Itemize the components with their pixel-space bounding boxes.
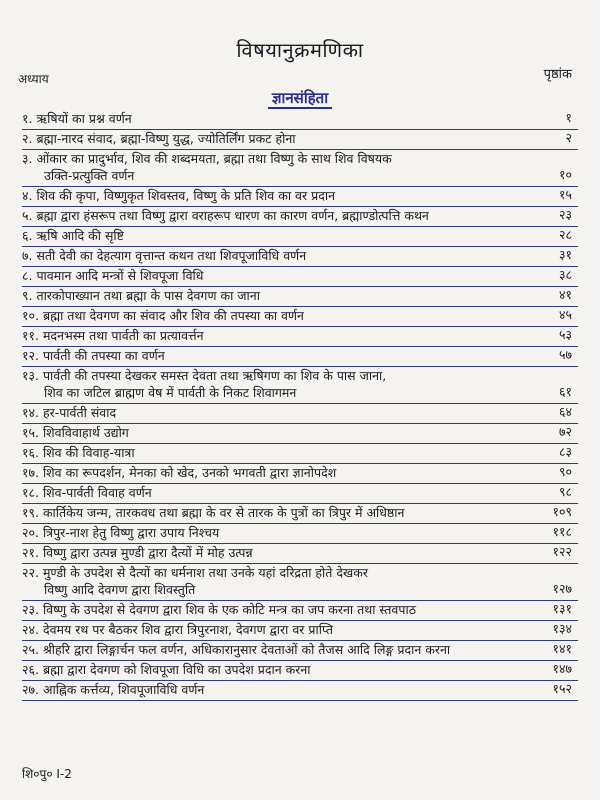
toc-entry: [22, 267, 578, 287]
toc-entry-page-number: २८: [558, 227, 572, 242]
toc-entry-text: [22, 247, 578, 266]
toc-entry-title-continued: शिव का जटिल ब्राह्मण वेष में पार्वती के निकट शिवागमन: [44, 385, 297, 400]
toc-entry-text: [22, 621, 578, 640]
toc-entry-page-number: ११८: [552, 524, 572, 539]
toc-entry-title-continued: उक्ति-प्रत्युक्ति वर्णन: [44, 168, 135, 183]
toc-entry-title: १२. पार्वती की तपस्या का वर्णन: [22, 348, 165, 363]
toc-entry-page-number: १४७: [552, 661, 572, 676]
toc-entry-title: १३. पार्वती की तपस्या देखकर समस्त देवता तथा ऋषिगण का शिव के पास जाना,: [22, 368, 387, 383]
toc-entry-page-number: ४५: [558, 307, 572, 322]
toc-entry-page-number: ८३: [558, 444, 572, 459]
toc-entry-page-number: १२२: [552, 544, 572, 559]
toc-entry: [22, 601, 578, 621]
toc-entry: [22, 564, 578, 601]
toc-entry-page-number: २: [565, 130, 572, 145]
toc-entry-title: २४. देवमय रथ पर बैठकर शिव द्वारा त्रिपुरनाश, देवगण द्वारा वर प्राप्ति: [22, 622, 333, 637]
toc-entry: [22, 367, 578, 404]
toc-entry-text: [22, 661, 578, 680]
toc-entry: [22, 287, 578, 307]
toc-entry-text: [22, 287, 578, 306]
toc-entry-text: [22, 424, 578, 443]
toc-entry: [22, 484, 578, 504]
column-header-chapter: अध्याय: [18, 72, 49, 86]
toc-entry: [22, 641, 578, 661]
toc-entry: [22, 347, 578, 367]
toc-entry-title: १५. शिवविवाहार्थ उद्योग: [22, 425, 129, 440]
toc-entry-title: २७. आह्निक कर्त्तव्य, शिवपूजाविधि वर्णन: [22, 682, 205, 697]
toc-entry-title: १८. शिव-पार्वती विवाह वर्णन: [22, 485, 152, 500]
toc-entry-text: [22, 601, 578, 620]
page-title: विषयानुक्रमणिका: [236, 38, 364, 62]
toc-entry-title: २. ब्रह्मा-नारद संवाद, ब्रह्मा-विष्णु युद्ध, ज्योतिर्लिंग प्रकट होना: [22, 131, 296, 146]
toc-entry-title: ३. ओंकार का प्रादुर्भाव, शिव की शब्दमयता, ब्रह्मा तथा विष्णु के साथ शिव विषयक: [22, 151, 392, 166]
toc-entry-text: [22, 227, 578, 246]
toc-entry-title: २६. ब्रह्मा द्वारा देवगण को शिवपूजा विधि का उपदेश प्रदान करना: [22, 662, 311, 677]
toc-entry-page-number: ६४: [558, 404, 572, 419]
toc-entry-page-number: ३८: [558, 267, 572, 282]
toc-entry-text: [22, 564, 578, 600]
column-header-page: पृष्ठांक: [543, 67, 572, 82]
toc-entry-text: [22, 464, 578, 483]
table-of-contents: [22, 110, 578, 701]
toc-entry-text: [22, 267, 578, 286]
toc-entry: [22, 444, 578, 464]
toc-entry-title: ८. पावमान आदि मन्त्रों से शिवपूजा विधि: [22, 268, 204, 283]
toc-entry-text: [22, 207, 578, 226]
toc-entry: [22, 207, 578, 227]
toc-entry-text: [22, 641, 578, 660]
toc-entry-page-number: १०: [558, 167, 572, 182]
toc-entry-title: २१. विष्णु द्वारा उत्पन्न मुण्डी द्वारा दैत्यों में मोह उत्पन्न: [22, 545, 253, 560]
toc-entry-text: [22, 347, 578, 366]
toc-entry: [22, 187, 578, 207]
toc-entry-page-number: ७२: [558, 424, 572, 439]
toc-entry-text: [22, 187, 578, 206]
toc-entry: [22, 307, 578, 327]
toc-entry-text: [22, 327, 578, 346]
toc-entry-title: ६. ऋषि आदि की सृष्टि: [22, 228, 124, 243]
toc-entry-page-number: ५७: [558, 347, 572, 362]
toc-entry: [22, 621, 578, 641]
toc-entry-text: [22, 150, 578, 186]
toc-entry: [22, 524, 578, 544]
toc-entry-title: ७. सती देवी का देहत्याग वृत्तान्त कथन तथा शिवपूजाविधि वर्णन: [22, 248, 307, 263]
toc-entry: [22, 150, 578, 187]
toc-entry: [22, 544, 578, 564]
toc-entry-text: [22, 130, 578, 149]
toc-entry-text: [22, 444, 578, 463]
toc-entry-title: १०. ब्रह्मा तथा देवगण का संवाद और शिव की तपस्या का वर्णन: [22, 308, 304, 323]
toc-entry: [22, 504, 578, 524]
toc-entry: [22, 464, 578, 484]
toc-entry-page-number: ९०: [558, 464, 572, 479]
toc-entry-page-number: १: [565, 110, 572, 125]
toc-entry-page-number: १५: [558, 187, 572, 202]
toc-entry-title: १७. शिव का रूपदर्शन, मेनका को खेद, उनको भगवती द्वारा ज्ञानोपदेश: [22, 465, 337, 480]
toc-entry-page-number: ४१: [558, 287, 572, 302]
toc-entry: [22, 227, 578, 247]
toc-entry-page-number: १३४: [552, 621, 572, 636]
toc-entry-title: १६. शिव की विवाह-यात्रा: [22, 445, 135, 460]
toc-entry: [22, 404, 578, 424]
toc-entry: [22, 110, 578, 130]
toc-entry-text: [22, 504, 578, 523]
toc-entry-title: १४. हर-पार्वती संवाद: [22, 405, 117, 420]
toc-entry-page-number: ३१: [558, 247, 572, 262]
toc-entry-title: २५. श्रीहरि द्वारा लिङ्गार्चन फल वर्णन, अधिकारानुसार देवताओं को तैजस आदि लिङ्ग प्रदान करना: [22, 642, 451, 657]
toc-entry: [22, 247, 578, 267]
toc-entry-page-number: १०९: [552, 504, 572, 519]
toc-entry: [22, 661, 578, 681]
toc-entry-title: ९. तारकोपाख्यान तथा ब्रह्मा के पास देवगण का जाना: [22, 288, 260, 303]
toc-entry-page-number: १५२: [552, 681, 572, 696]
toc-entry-text: [22, 544, 578, 563]
toc-entry-text: [22, 681, 578, 700]
toc-entry: [22, 424, 578, 444]
toc-entry-text: [22, 524, 578, 543]
toc-entry-title: ५. ब्रह्मा द्वारा हंसरूप तथा विष्णु द्वारा वराहरूप धारण का कारण वर्णन, ब्रह्माण्डोत्पत्ति कथन: [22, 208, 429, 223]
toc-entry-page-number: १४१: [552, 641, 572, 656]
toc-entry-text: [22, 110, 578, 129]
toc-entry-title: २३. विष्णु के उपदेश से देवगण द्वारा शिव के एक कोटि मन्त्र का जप करना तथा स्तवपाठ: [22, 602, 416, 617]
toc-entry-page-number: १२७: [552, 581, 572, 596]
toc-entry-title: ११. मदनभस्म तथा पार्वती का प्रत्यावर्त्तन: [22, 328, 204, 343]
toc-entry-title: ४. शिव की कृपा, विष्णुकृत शिवस्तव, विष्णु के प्रति शिव का वर प्रदान: [22, 188, 336, 203]
toc-entry-title: २२. मुण्डी के उपदेश से दैत्यों का धर्मनाश तथा उनके यहां दरिद्रता होते देखकर: [22, 565, 368, 580]
footer-signature: शि०पु० I-2: [22, 767, 72, 781]
toc-entry-text: [22, 367, 578, 403]
toc-entry-page-number: ५३: [558, 327, 572, 342]
toc-entry-page-number: २३: [558, 207, 572, 222]
section-heading: [0, 88, 600, 108]
toc-entry-page-number: ६१: [558, 384, 572, 399]
toc-entry: [22, 130, 578, 150]
toc-entry-title-continued: विष्णु आदि देवगण द्वारा शिवस्तुति: [44, 582, 196, 597]
toc-entry: [22, 327, 578, 347]
toc-entry-page-number: ९८: [558, 484, 572, 499]
toc-entry-title: १. ऋषियों का प्रश्न वर्णन: [22, 111, 132, 126]
section-heading-text: ज्ञानसंहिता: [268, 89, 332, 109]
toc-entry-text: [22, 307, 578, 326]
toc-entry-page-number: १३१: [552, 601, 572, 616]
toc-entry-title: २०. त्रिपुर-नाश हेतु विष्णु द्वारा उपाय निश्चय: [22, 525, 220, 540]
toc-entry-title: १९. कार्तिकेय जन्म, तारकवध तथा ब्रह्मा के वर से तारक के पुत्रों का त्रिपुर में अधिष्ठान: [22, 505, 405, 520]
toc-entry: [22, 681, 578, 701]
toc-entry-text: [22, 484, 578, 503]
toc-entry-text: [22, 404, 578, 423]
